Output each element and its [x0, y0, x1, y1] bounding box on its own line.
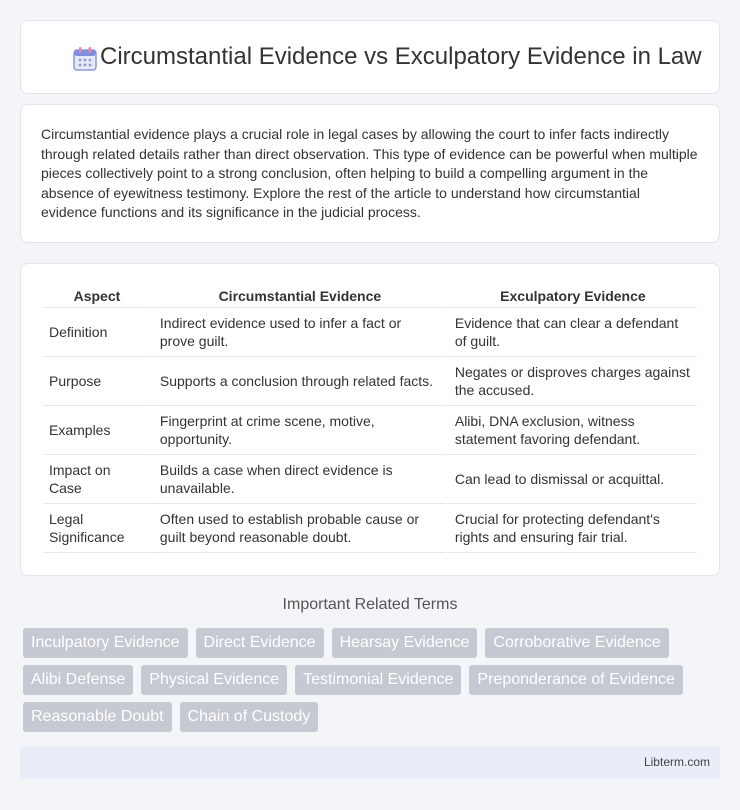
related-term-tag[interactable]: Hearsay Evidence: [332, 628, 478, 658]
table-row: [43, 406, 697, 455]
related-terms-tags: [23, 628, 723, 739]
header-circumstantial: Circumstantial Evidence: [151, 286, 446, 308]
related-terms-title: Important Related Terms: [282, 596, 458, 613]
row-circumstantial: Often used to establish probable cause or guilt beyond reasonable doubt.: [151, 504, 446, 553]
intro-paragraph: Circumstantial evidence plays a crucial role in legal cases by allowing the court to infer facts indirectly through related details rather than direct observation. This type of evidence can be powerful when multiple pieces collectively point to a strong conclusion, often helping to build a compelling argument in the absence of eyewitness testimony. Explore the rest of the article to understand how circumstantial evidence functions and its significance in the judicial process.: [41, 126, 698, 220]
comparison-table: [43, 286, 697, 553]
row-exculpatory: Negates or disproves charges against the accused.: [446, 357, 697, 406]
row-aspect: Examples: [43, 406, 151, 455]
related-term-tag[interactable]: Preponderance of Evidence: [469, 665, 682, 695]
table-row: [43, 504, 697, 553]
table-row: [43, 308, 697, 357]
row-exculpatory: Can lead to dismissal or acquittal.: [446, 455, 697, 504]
footer-site-link[interactable]: Libterm.com: [643, 755, 710, 769]
table-row: [43, 455, 697, 504]
intro-card: [20, 104, 720, 243]
related-term-tag[interactable]: Physical Evidence: [141, 665, 287, 695]
title-card: [20, 20, 720, 94]
related-term-tag[interactable]: Reasonable Doubt: [23, 702, 172, 732]
row-aspect: Legal Significance: [43, 504, 151, 553]
row-exculpatory: Crucial for protecting defendant's rights and ensuring fair trial.: [446, 504, 697, 553]
tag-row: [23, 702, 723, 732]
header-aspect: Aspect: [43, 286, 151, 308]
row-circumstantial: Supports a conclusion through related facts.: [151, 357, 446, 406]
row-circumstantial: Fingerprint at crime scene, motive, opportunity.: [151, 406, 446, 455]
table-row: [43, 357, 697, 406]
related-term-tag[interactable]: Chain of Custody: [180, 702, 319, 732]
row-aspect: Purpose: [43, 357, 151, 406]
row-exculpatory: Evidence that can clear a defendant of guilt.: [446, 308, 697, 357]
row-aspect: Definition: [43, 308, 151, 357]
calendar-icon: [71, 45, 99, 73]
tag-row: [23, 628, 723, 658]
footer: [20, 746, 720, 779]
header-exculpatory: Exculpatory Evidence: [446, 286, 697, 308]
page-title: Circumstantial Evidence vs Exculpatory Evidence in Law: [100, 43, 702, 70]
row-aspect: Impact on Case: [43, 455, 151, 504]
row-circumstantial: Builds a case when direct evidence is unavailable.: [151, 455, 446, 504]
related-term-tag[interactable]: Testimonial Evidence: [295, 665, 461, 695]
row-circumstantial: Indirect evidence used to infer a fact or prove guilt.: [151, 308, 446, 357]
row-exculpatory: Alibi, DNA exclusion, witness statement favoring defendant.: [446, 406, 697, 455]
related-term-tag[interactable]: Alibi Defense: [23, 665, 133, 695]
related-term-tag[interactable]: Direct Evidence: [196, 628, 324, 658]
tag-row: [23, 665, 723, 695]
related-term-tag[interactable]: Inculpatory Evidence: [23, 628, 188, 658]
comparison-card: [20, 263, 720, 576]
related-term-tag[interactable]: Corroborative Evidence: [485, 628, 668, 658]
table-header-row: [43, 286, 697, 308]
